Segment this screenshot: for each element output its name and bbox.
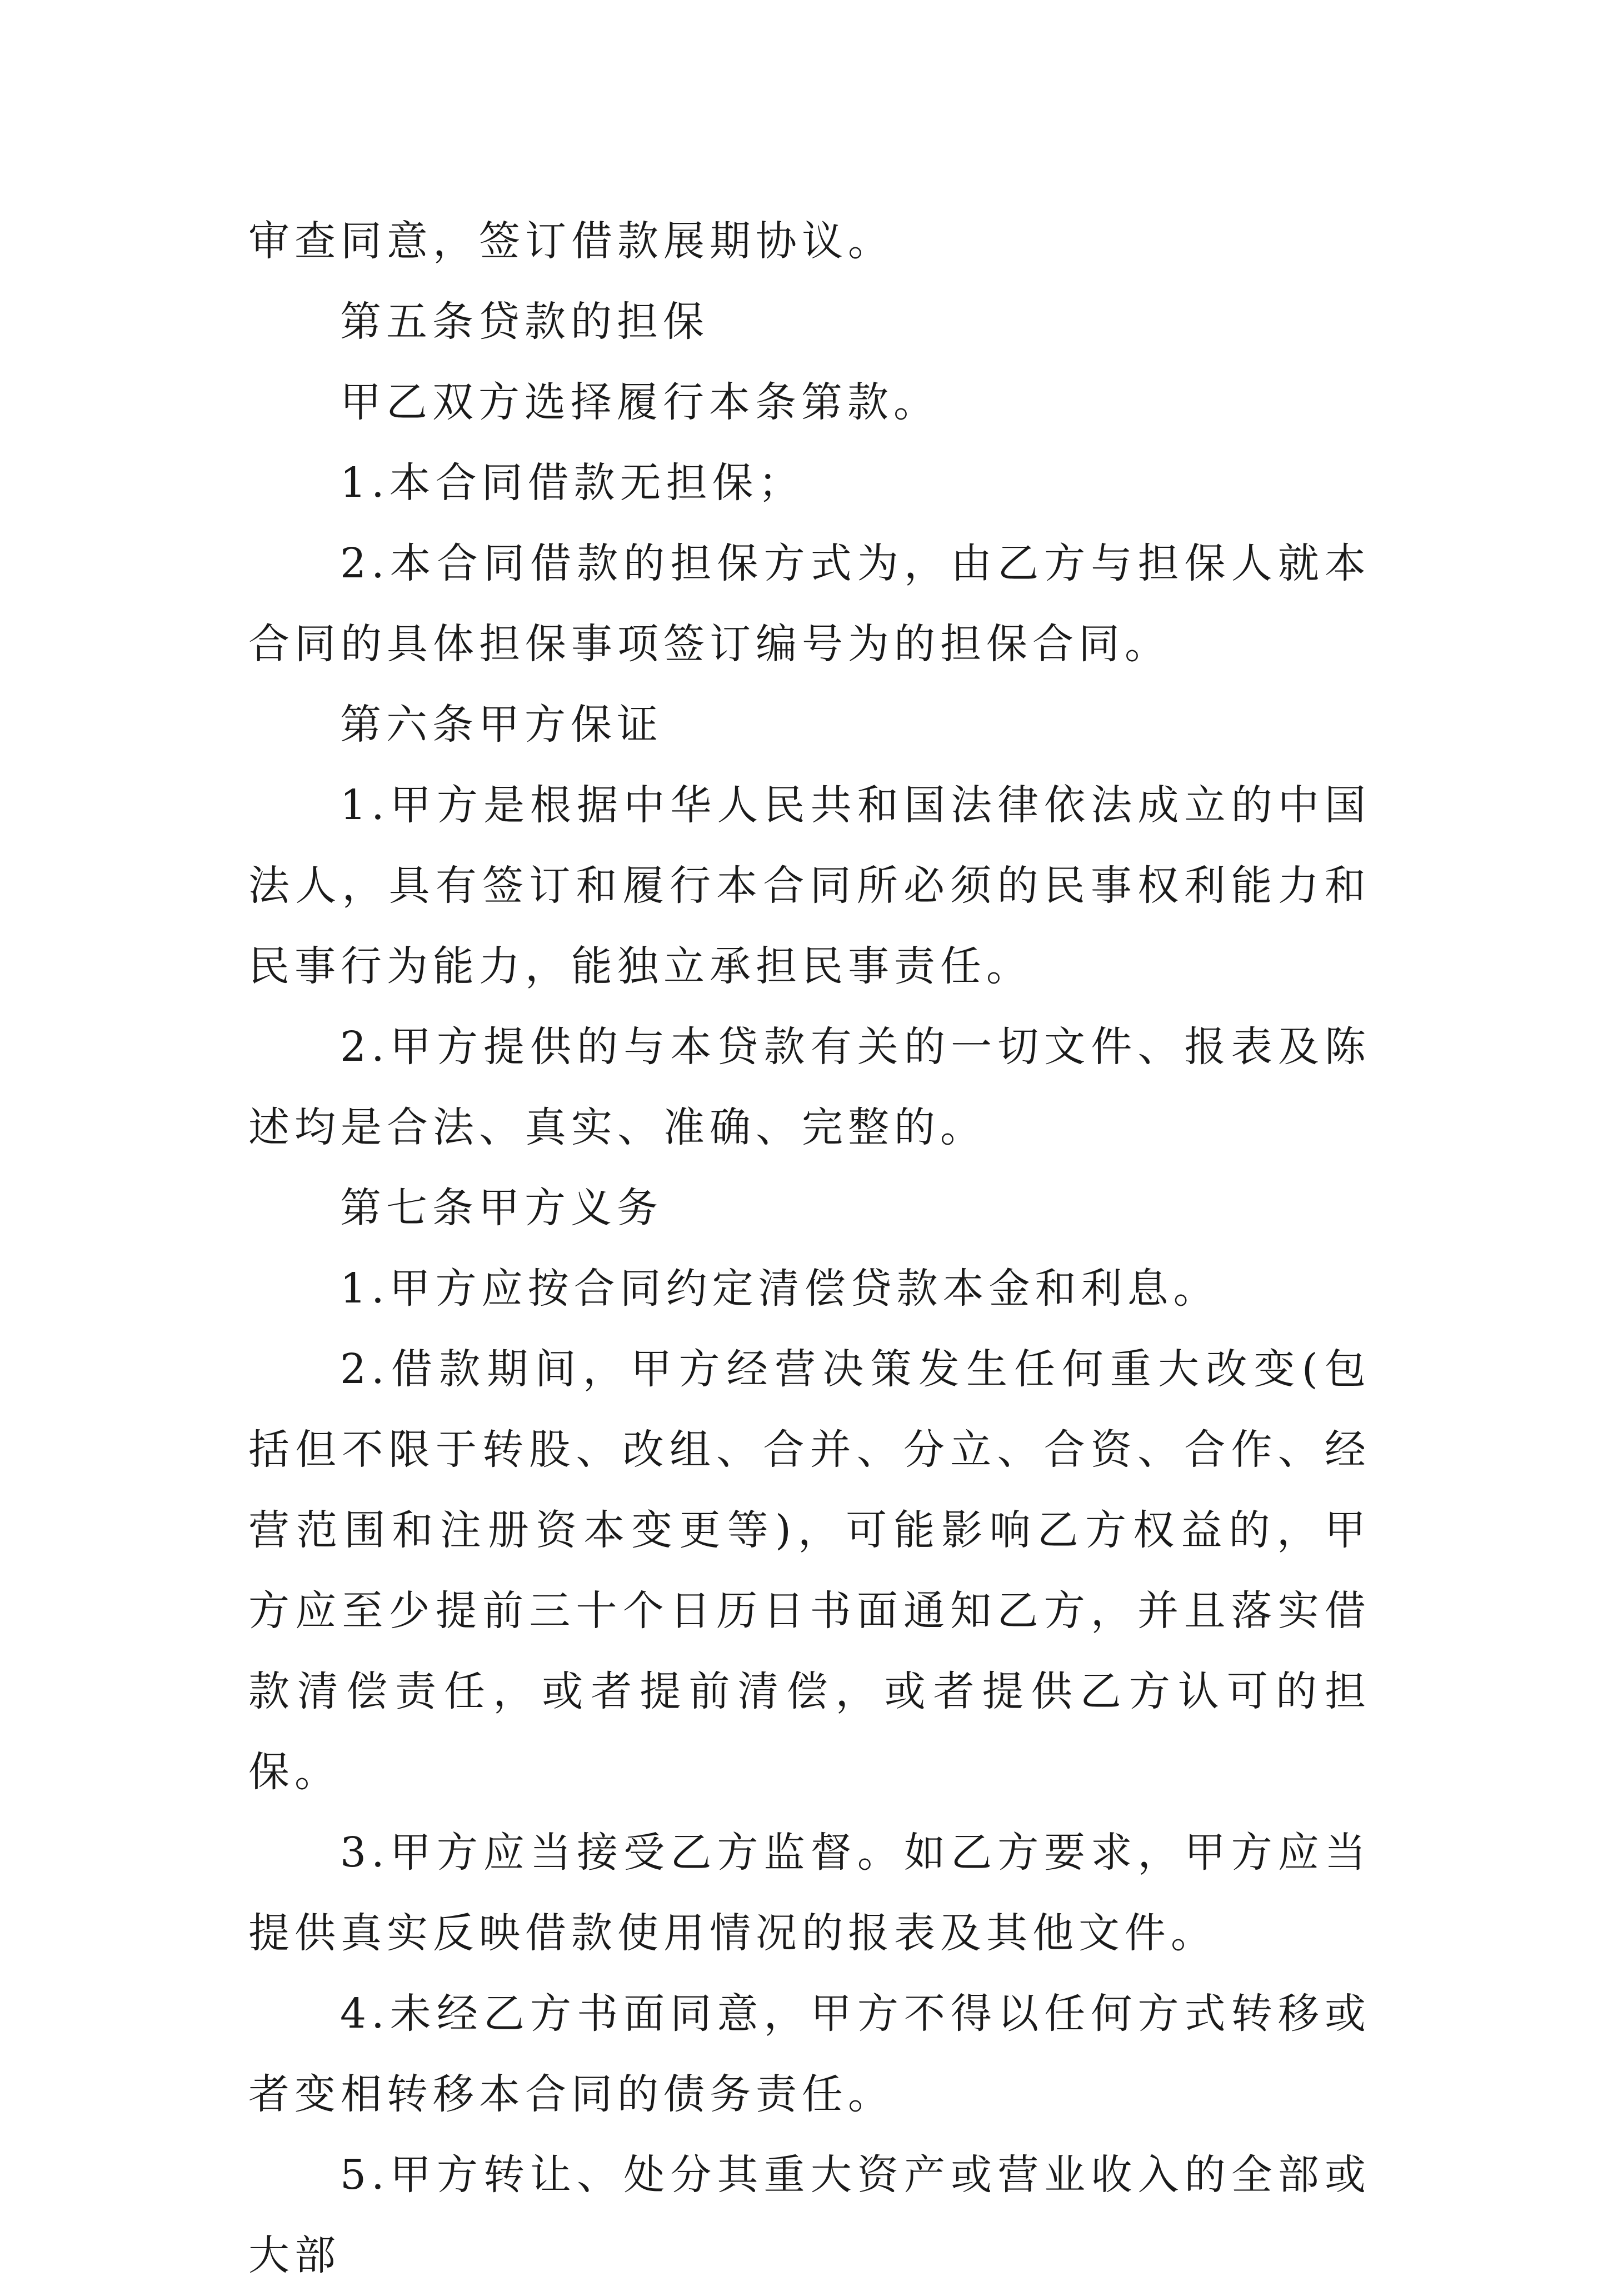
list-item: 2.借款期间，甲方经营决策发生任何重大改变(包括但不限于转股、改组、合并、分立、合资、合作、经营范围和注册资本变更等)，可能影响乙方权益的，甲方应至少提前三十个日历日书面通知乙方，并且落实借款清偿责任，或者提前清偿，或者提供乙方认可的担保。 xyxy=(248,1345,1371,1796)
list-item: 1.甲方应按合同约定清偿贷款本金和利息。 xyxy=(340,1265,1220,1312)
list-item: 1.甲方是根据中华人民共和国法律依法成立的中国法人，具有签订和履行本合同所必须的民事权利能力和民事行为能力，能独立承担民事责任。 xyxy=(248,781,1371,990)
list-item: 3.甲方应当接受乙方监督。如乙方要求，甲方应当提供真实反映借款使用情况的报表及其他文件。 xyxy=(248,1829,1371,1957)
list-item: 1.本合同借款无担保； xyxy=(340,459,805,507)
article-5-heading: 第五条贷款的担保 xyxy=(340,298,709,346)
list-item: 2.本合同借款的担保方式为，由乙方与担保人就本合同的具体担保事项签订编号为的担保合同。 xyxy=(248,540,1371,668)
list-item: 4.未经乙方书面同意，甲方不得以任何方式转移或者变相转移本合同的债务责任。 xyxy=(248,1990,1371,2118)
list-item: 5.甲方转让、处分其重大资产或营业收入的全部或大部 xyxy=(248,2151,1371,2279)
list-item: 2.甲方提供的与本贷款有关的一切文件、报表及陈述均是合法、真实、准确、完整的。 xyxy=(248,1023,1371,1151)
paragraph-continuation: 审查同意，签订借款展期协议。 xyxy=(248,217,894,265)
article-7-heading: 第七条甲方义务 xyxy=(340,1184,663,1232)
paragraph-text: 甲乙双方选择履行本条第款。 xyxy=(340,378,940,426)
document-page xyxy=(248,201,1371,2296)
article-6-heading: 第六条甲方保证 xyxy=(340,701,663,748)
